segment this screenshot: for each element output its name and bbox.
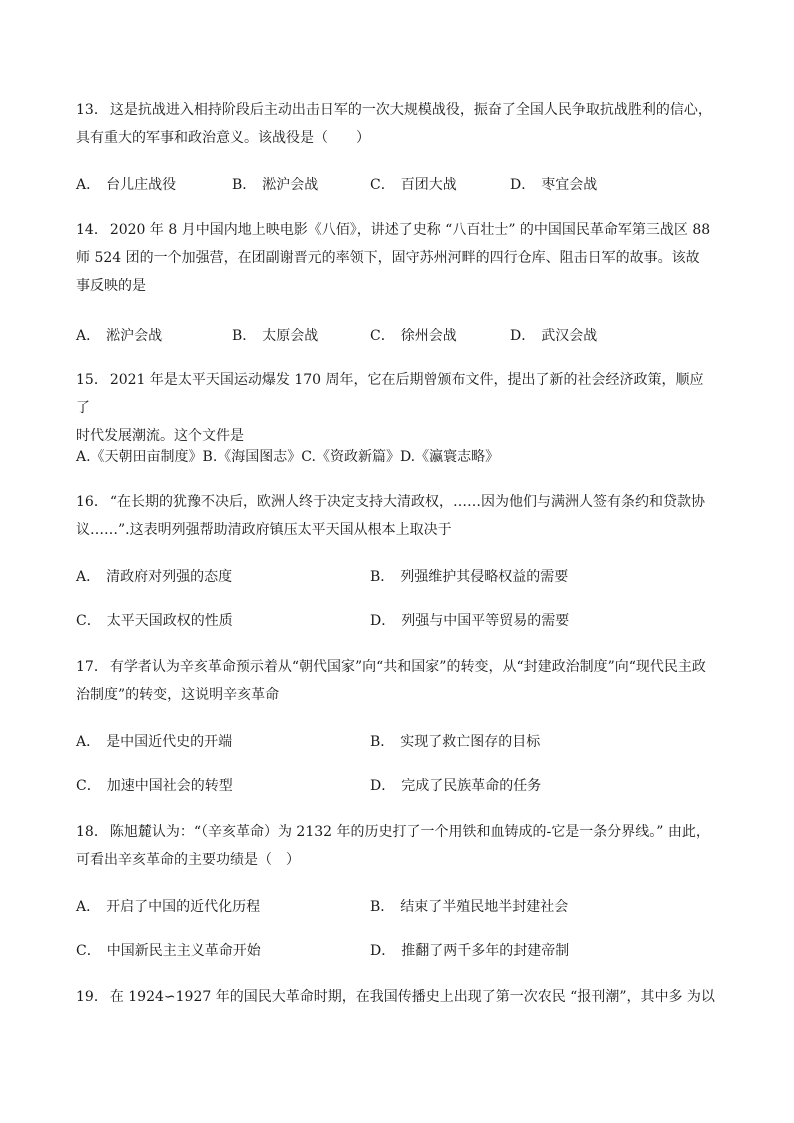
option-b[interactable]: B． 结束了半殖民地半封建社会 xyxy=(370,899,569,915)
option-b[interactable]: B． 列强维护其侵略权益的需要 xyxy=(370,569,569,585)
option-b[interactable]: B． 太原会战 xyxy=(232,328,319,344)
question-stem: 19． 在 1924∽1927 年的国民大革命时期，在我国传播史上出现了第一次农民 “报刊潮”，其中多 为以 xyxy=(76,989,715,1005)
question-13-options xyxy=(76,174,716,196)
question-17 xyxy=(76,653,716,709)
question-14 xyxy=(76,216,716,300)
option-d[interactable]: D． 推翻了两千多年的封建帝制 xyxy=(370,943,570,959)
question-15-options[interactable]: A.《天朝田亩制度》B.《海国图志》C.《资政新篇》D.《瀛寰志略》 xyxy=(76,449,500,465)
question-18-options-row2 xyxy=(76,940,716,962)
question-14-options xyxy=(76,325,716,347)
option-d[interactable]: D． 枣宜会战 xyxy=(510,177,598,193)
question-18-options-row1 xyxy=(76,896,716,918)
option-a[interactable]: A． 淞沪会战 xyxy=(76,328,163,344)
option-b[interactable]: B． 淞沪会战 xyxy=(232,177,319,193)
question-stem: 13． 这是抗战进入相持阶段后主动出击日军的一次大规模战役，振奋了全国人民争取抗战胜利的信心， 具有重大的军事和政治意义。该战役是（ ） xyxy=(76,102,712,146)
question-stem: 16． “在长期的犹豫不决后，欧洲人终于决定支持大清政权，……因为他们与满洲人签有条约和贷款协 议……”.这表明列强帮助清政府镇压太平天国从根本上取决于 xyxy=(76,494,705,538)
question-13 xyxy=(76,96,716,152)
option-c[interactable]: C． 徐州会战 xyxy=(370,328,457,344)
option-c[interactable]: C． 太平天国政权的性质 xyxy=(76,613,233,629)
option-d[interactable]: D． 完成了民族革命的任务 xyxy=(370,778,542,794)
question-16 xyxy=(76,488,716,544)
question-16-options-row2 xyxy=(76,610,716,632)
option-c[interactable]: C． 加速中国社会的转型 xyxy=(76,778,233,794)
question-19 xyxy=(76,983,716,1011)
option-a[interactable]: A． 开启了中国的近代化历程 xyxy=(76,899,261,915)
option-d[interactable]: D． 武汉会战 xyxy=(510,328,598,344)
option-d[interactable]: D． 列强与中国平等贸易的需要 xyxy=(370,613,570,629)
question-stem: 17． 有学者认为辛亥革命预示着从“朝代国家”向“共和国家”的转变，从“封建政治制度”向“现代民主政 治制度”的转变，这说明辛亥革命 xyxy=(76,659,706,703)
question-stem: 14． 2020 年 8 月中国内地上映电影《八佰》，讲述了史称 “八百壮士” 的中国国民革命军第三战区 88 师 524 团的一个加强营，在团副谢晋元的率领下，固守苏州河畔的四行仓库、阻击日军的故事。该故 事反映的是 xyxy=(76,222,711,294)
question-16-options-row1 xyxy=(76,566,716,588)
option-a[interactable]: A． 台儿庄战役 xyxy=(76,177,177,193)
question-stem: 15． 2021 年是太平天国运动爆发 170 周年，它在后期曾颁布文件，提出了新的社会经济政策，顺应了 时代发展潮流。这个文件是 xyxy=(76,372,704,444)
question-stem: 18． 陈旭麓认为：“（辛亥革命）为 2132 年的历史打了一个用铁和血铸成的-它是一条分界线。” 由此， 可看出辛亥革命的主要功绩是（ ） xyxy=(76,824,710,868)
question-17-options-row2 xyxy=(76,775,716,797)
option-a[interactable]: A． 是中国近代史的开端 xyxy=(76,734,233,750)
question-17-options-row1 xyxy=(76,731,716,753)
option-c[interactable]: C． 中国新民主主义革命开始 xyxy=(76,943,261,959)
option-c[interactable]: C． 百团大战 xyxy=(370,177,457,193)
question-18 xyxy=(76,818,716,874)
question-15 xyxy=(76,366,716,450)
option-a[interactable]: A． 清政府对列强的态度 xyxy=(76,569,233,585)
option-b[interactable]: B． 实现了救亡图存的目标 xyxy=(370,734,541,750)
